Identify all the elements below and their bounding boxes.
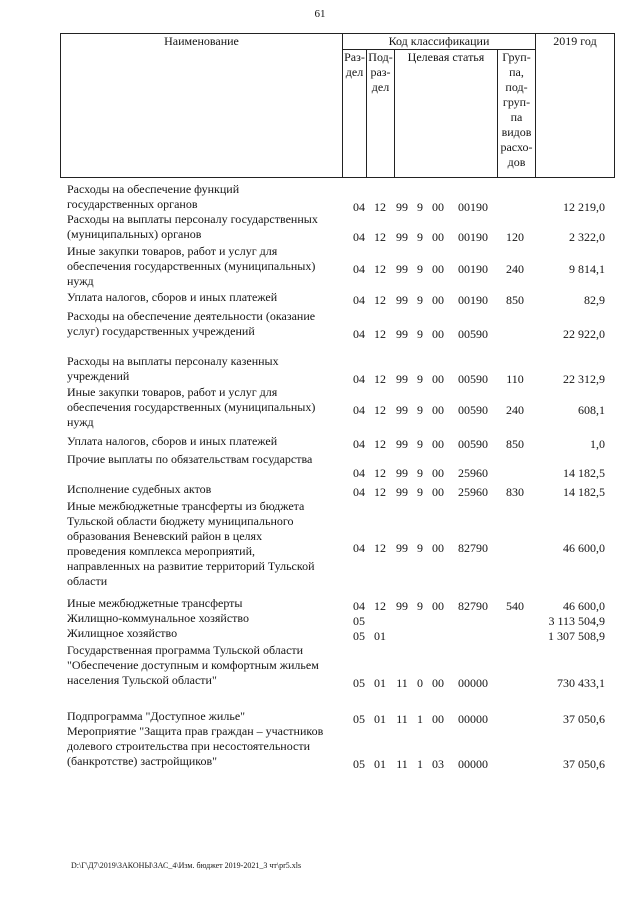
row-name-line: Уплата налогов, сборов и иных платежей [67,290,278,304]
code-a: 11 [396,712,408,726]
amount-2019: 9 814,1 [569,262,605,276]
code-d: 25960 [458,485,488,499]
row-name [67,244,340,289]
code-a: 99 [396,372,408,386]
code-r: 05 [353,629,365,643]
code-a: 99 [396,293,408,307]
code-r: 04 [353,599,365,613]
code-d: 25960 [458,466,488,480]
row-name-line: проведения комплекса мероприятий, [67,544,256,558]
code-a: 99 [396,599,408,613]
code-c: 00 [432,293,444,307]
code-r: 04 [353,372,365,386]
row-name-line: образования Веневский район в целях [67,529,263,543]
row-name [67,499,340,589]
row-name [67,626,340,641]
code-r: 04 [353,293,365,307]
code-c: 00 [432,327,444,341]
amount-2019: 730 433,1 [557,676,605,690]
code-vr: 240 [506,262,524,276]
row-name [67,182,340,212]
amount-2019: 12 219,0 [563,200,605,214]
code-vr: 120 [506,230,524,244]
code-b: 1 [417,712,423,726]
code-r: 05 [353,757,365,771]
code-b: 1 [417,757,423,771]
code-d: 00590 [458,437,488,451]
code-a: 99 [396,327,408,341]
file-path-footer: D:\Г\Д7\2019\ЗАКОНЫ\ЗАС_4\Изм. бюджет 2019-2021_3 чт\pr5.xls [71,861,302,870]
code-b: 9 [417,599,423,613]
code-b: 9 [417,485,423,499]
row-name-line: (муниципальных) органов [67,227,202,241]
row-name-line: направленных на развитие территорий Тульской [67,559,315,573]
code-pr: 12 [374,372,386,386]
code-a: 11 [396,676,408,690]
code-a: 99 [396,403,408,417]
row-name-line: области [67,574,108,588]
row-name [67,482,340,497]
table-header [60,33,615,178]
amount-2019: 3 113 504,9 [548,614,605,628]
code-pr: 12 [374,327,386,341]
row-name-line: (банкротстве) застройщиков" [67,754,218,768]
column-header-target: Целевая статья [395,50,498,178]
code-r: 04 [353,230,365,244]
code-pr: 12 [374,485,386,499]
amount-2019: 608,1 [578,403,605,417]
amount-2019: 1,0 [590,437,605,451]
code-b: 9 [417,293,423,307]
row-name-line: нужд [67,415,94,429]
code-d: 00590 [458,372,488,386]
row-name-line: государственных органов [67,197,198,211]
amount-2019: 2 322,0 [569,230,605,244]
row-name-line: Иные закупки товаров, работ и услуг для [67,385,278,399]
code-pr: 01 [374,712,386,726]
code-a: 99 [396,200,408,214]
row-name-line: Исполнение судебных актов [67,482,212,496]
column-header-subsection: Под- раз- дел [367,50,395,178]
code-b: 9 [417,327,423,341]
row-name [67,611,340,626]
code-vr: 850 [506,293,524,307]
code-c: 00 [432,230,444,244]
code-c: 00 [432,403,444,417]
code-b: 9 [417,466,423,480]
code-d: 00590 [458,403,488,417]
column-header-group: Груп- па, под- груп- па видов расхо- дов [498,50,536,178]
code-pr: 12 [374,466,386,480]
row-name-line: Расходы на обеспечение деятельности (оказание [67,309,316,323]
code-r: 05 [353,614,365,628]
code-d: 00190 [458,230,488,244]
page-number: 61 [314,8,326,20]
code-b: 9 [417,372,423,386]
row-name-line: Уплата налогов, сборов и иных платежей [67,434,278,448]
code-a: 99 [396,466,408,480]
row-name [67,724,340,769]
row-name [67,309,340,339]
code-d: 00000 [458,712,488,726]
amount-2019: 82,9 [584,293,605,307]
code-r: 04 [353,262,365,276]
row-name-line: Иные закупки товаров, работ и услуг для [67,244,278,258]
code-pr: 01 [374,757,386,771]
code-vr: 240 [506,403,524,417]
code-b: 9 [417,541,423,555]
code-c: 00 [432,437,444,451]
code-c: 00 [432,599,444,613]
row-name [67,452,340,467]
amount-2019: 22 312,9 [563,372,605,386]
code-a: 99 [396,262,408,276]
code-pr: 12 [374,541,386,555]
row-name-line: Прочие выплаты по обязательствам государства [67,452,313,466]
code-r: 04 [353,403,365,417]
row-name-line: учреждений [67,369,130,383]
code-pr: 12 [374,262,386,276]
code-r: 04 [353,466,365,480]
code-c: 00 [432,485,444,499]
amount-2019: 14 182,5 [563,485,605,499]
row-name [67,709,340,724]
code-b: 9 [417,403,423,417]
code-a: 11 [396,757,408,771]
row-name [67,434,340,449]
code-a: 99 [396,485,408,499]
amount-2019: 46 600,0 [563,541,605,555]
code-c: 00 [432,541,444,555]
code-pr: 12 [374,293,386,307]
code-b: 9 [417,437,423,451]
row-name-line: населения Тульской области" [67,673,217,687]
code-r: 05 [353,712,365,726]
row-name-line: Подпрограмма "Доступное жилье" [67,709,246,723]
column-header-classification: Код классификации [343,34,536,50]
code-vr: 540 [506,599,524,613]
code-pr: 01 [374,629,386,643]
row-name-line: Государственная программа Тульской области [67,643,304,657]
code-vr: 850 [506,437,524,451]
code-d: 82790 [458,541,488,555]
row-name-line: Иные межбюджетные трансферты из бюджета [67,499,305,513]
row-name [67,385,340,430]
column-header-year: 2019 год [536,34,615,178]
row-name-line: Расходы на обеспечение функций [67,182,240,196]
code-pr: 12 [374,599,386,613]
amount-2019: 46 600,0 [563,599,605,613]
row-name [67,212,340,242]
code-c: 00 [432,676,444,690]
code-pr: 12 [374,230,386,244]
row-name-line: услуг) государственных учреждений [67,324,255,338]
code-a: 99 [396,230,408,244]
row-name-line: Жилищно-коммунальное хозяйство [67,611,250,625]
code-pr: 01 [374,676,386,690]
amount-2019: 37 050,6 [563,757,605,771]
column-header-section: Раз- дел [343,50,367,178]
code-c: 03 [432,757,444,771]
row-name [67,596,340,611]
row-name-line: Расходы на выплаты персоналу казенных [67,354,279,368]
row-name-line: "Обеспечение доступным и комфортным жильем [67,658,319,672]
row-name-line: обеспечения государственных (муниципальных) [67,400,316,414]
code-vr: 830 [506,485,524,499]
amount-2019: 22 922,0 [563,327,605,341]
code-d: 82790 [458,599,488,613]
code-c: 00 [432,262,444,276]
code-r: 04 [353,200,365,214]
amount-2019: 14 182,5 [563,466,605,480]
row-name-line: Мероприятие "Защита прав граждан – участников [67,724,324,738]
code-pr: 12 [374,403,386,417]
row-name [67,643,340,688]
code-b: 0 [417,676,423,690]
code-b: 9 [417,262,423,276]
code-c: 00 [432,466,444,480]
code-d: 00190 [458,262,488,276]
code-d: 00190 [458,200,488,214]
code-vr: 110 [506,372,524,386]
row-name-line: Тульской области бюджету муниципального [67,514,294,528]
code-r: 04 [353,327,365,341]
amount-2019: 37 050,6 [563,712,605,726]
code-a: 99 [396,541,408,555]
code-r: 05 [353,676,365,690]
code-a: 99 [396,437,408,451]
code-d: 00000 [458,757,488,771]
row-name-line: Иные межбюджетные трансферты [67,596,243,610]
code-c: 00 [432,200,444,214]
row-name [67,354,340,384]
code-d: 00590 [458,327,488,341]
code-r: 04 [353,437,365,451]
code-pr: 12 [374,200,386,214]
row-name-line: обеспечения государственных (муниципальных) [67,259,316,273]
column-header-name: Наименование [61,34,343,178]
code-b: 9 [417,230,423,244]
code-r: 04 [353,541,365,555]
code-c: 00 [432,712,444,726]
code-pr: 12 [374,437,386,451]
code-r: 04 [353,485,365,499]
code-d: 00190 [458,293,488,307]
row-name-line: Расходы на выплаты персоналу государственных [67,212,318,226]
amount-2019: 1 307 508,9 [548,629,605,643]
code-b: 9 [417,200,423,214]
code-d: 00000 [458,676,488,690]
row-name-line: нужд [67,274,94,288]
row-name-line: долевого строительства при несостоятельности [67,739,311,753]
row-name-line: Жилищное хозяйство [67,626,178,640]
row-name [67,290,340,305]
code-c: 00 [432,372,444,386]
